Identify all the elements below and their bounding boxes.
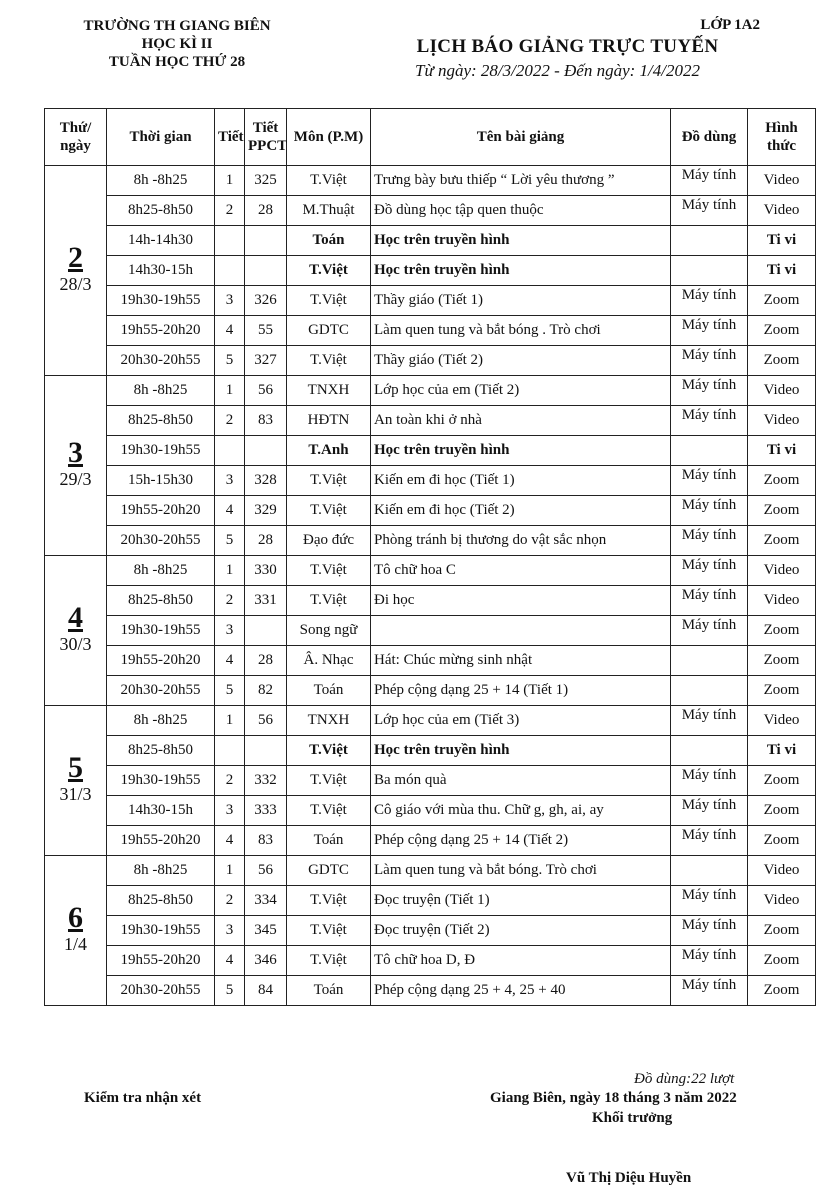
- row-tools: [671, 256, 748, 286]
- row-ppct: 56: [245, 856, 287, 886]
- row-form: Video: [748, 886, 816, 916]
- row-tools: Máy tính: [671, 826, 748, 856]
- day-cell: [45, 856, 107, 1006]
- row-tools: Máy tính: [671, 166, 748, 196]
- row-tools: [671, 856, 748, 886]
- row-tools: [671, 226, 748, 256]
- row-tools: Máy tính: [671, 406, 748, 436]
- row-ppct: [245, 736, 287, 766]
- row-subject: T.Anh: [287, 436, 371, 466]
- row-ppct: 83: [245, 406, 287, 436]
- row-ppct: 334: [245, 886, 287, 916]
- row-ppct: 83: [245, 826, 287, 856]
- table-row: [45, 706, 816, 736]
- row-period: 4: [215, 316, 245, 346]
- row-form: Zoom: [748, 286, 816, 316]
- row-tools: [671, 436, 748, 466]
- row-lesson: Học trên truyền hình: [371, 436, 671, 466]
- row-period: 1: [215, 376, 245, 406]
- row-form: Video: [748, 586, 816, 616]
- row-form: Ti vi: [748, 436, 816, 466]
- row-tools: [671, 676, 748, 706]
- table-header-row: [45, 109, 816, 166]
- day-number: 2: [68, 240, 83, 274]
- row-lesson: Đồ dùng học tập quen thuộc: [371, 196, 671, 226]
- day-date: 1/4: [63, 933, 87, 954]
- row-ppct: 332: [245, 766, 287, 796]
- class-label: LỚP 1A2: [700, 17, 760, 33]
- table-row: [45, 196, 816, 226]
- row-tools: Máy tính: [671, 466, 748, 496]
- row-form: Zoom: [748, 616, 816, 646]
- table-row: [45, 436, 816, 466]
- row-ppct: 28: [245, 196, 287, 226]
- row-subject: Toán: [287, 826, 371, 856]
- day-number: 3: [68, 435, 83, 469]
- row-time: 19h55-20h20: [107, 646, 215, 676]
- row-lesson: Đọc truyện (Tiết 1): [371, 886, 671, 916]
- table-row: [45, 346, 816, 376]
- row-period: 2: [215, 586, 245, 616]
- row-subject: T.Việt: [287, 166, 371, 196]
- row-period: 5: [215, 346, 245, 376]
- week-label: TUẦN HỌC THỨ 28: [108, 54, 246, 70]
- row-subject: T.Việt: [287, 946, 371, 976]
- row-form: Zoom: [748, 946, 816, 976]
- row-subject: T.Việt: [287, 496, 371, 526]
- table-row: [45, 586, 816, 616]
- row-form: Ti vi: [748, 736, 816, 766]
- row-form: Zoom: [748, 766, 816, 796]
- row-form: Ti vi: [748, 256, 816, 286]
- table-row: [45, 226, 816, 256]
- row-lesson: Thầy giáo (Tiết 1): [371, 286, 671, 316]
- row-form: Video: [748, 376, 816, 406]
- row-tools: [671, 736, 748, 766]
- table-row: [45, 736, 816, 766]
- row-time: 14h-14h30: [107, 226, 215, 256]
- row-tools: Máy tính: [671, 766, 748, 796]
- row-tools: Máy tính: [671, 286, 748, 316]
- row-tools: Máy tính: [671, 706, 748, 736]
- table-row: [45, 556, 816, 586]
- day-cell: [45, 706, 107, 856]
- row-time: 8h -8h25: [107, 556, 215, 586]
- row-lesson: Học trên truyền hình: [371, 736, 671, 766]
- row-subject: Đạo đức: [287, 526, 371, 556]
- row-lesson: Lớp học của em (Tiết 3): [371, 706, 671, 736]
- row-subject: GDTC: [287, 856, 371, 886]
- table-row: [45, 856, 816, 886]
- row-lesson: Lớp học của em (Tiết 2): [371, 376, 671, 406]
- row-tools: Máy tính: [671, 796, 748, 826]
- row-lesson: Tô chữ hoa D, Đ: [371, 946, 671, 976]
- signer-name: Vũ Thị Diệu Huyền: [566, 1170, 692, 1186]
- row-tools: Máy tính: [671, 556, 748, 586]
- row-form: Video: [748, 406, 816, 436]
- row-tools: Máy tính: [671, 946, 748, 976]
- row-form: Zoom: [748, 646, 816, 676]
- col-time: Thời gian: [107, 109, 215, 166]
- row-time: 8h -8h25: [107, 166, 215, 196]
- row-time: 15h-15h30: [107, 466, 215, 496]
- tools-count: Đồ dùng:22 lượt: [634, 1071, 735, 1087]
- row-ppct: 325: [245, 166, 287, 196]
- row-time: 8h25-8h50: [107, 196, 215, 226]
- table-row: [45, 616, 816, 646]
- col-tools: Đồ dùng: [671, 109, 748, 166]
- row-time: 19h30-19h55: [107, 616, 215, 646]
- row-time: 8h25-8h50: [107, 736, 215, 766]
- row-form: Video: [748, 706, 816, 736]
- row-form: Zoom: [748, 346, 816, 376]
- row-time: 19h30-19h55: [107, 286, 215, 316]
- row-ppct: 56: [245, 706, 287, 736]
- row-ppct: [245, 616, 287, 646]
- row-time: 8h -8h25: [107, 376, 215, 406]
- row-form: Video: [748, 556, 816, 586]
- table-row: [45, 676, 816, 706]
- row-tools: Máy tính: [671, 586, 748, 616]
- table-row: [45, 286, 816, 316]
- row-time: 20h30-20h55: [107, 346, 215, 376]
- row-period: 3: [215, 796, 245, 826]
- table-row: [45, 166, 816, 196]
- row-subject: Toán: [287, 976, 371, 1006]
- row-form: Zoom: [748, 526, 816, 556]
- row-period: [215, 436, 245, 466]
- day-date: 29/3: [59, 468, 92, 489]
- row-lesson: Cô giáo với mùa thu. Chữ g, gh, ai, ay: [371, 796, 671, 826]
- row-tools: Máy tính: [671, 316, 748, 346]
- table-row: [45, 406, 816, 436]
- school-header: [52, 17, 302, 71]
- row-subject: T.Việt: [287, 916, 371, 946]
- row-period: 5: [215, 526, 245, 556]
- row-time: 20h30-20h55: [107, 676, 215, 706]
- row-lesson: Trưng bày bưu thiếp “ Lời yêu thương ”: [371, 166, 671, 196]
- row-form: Video: [748, 196, 816, 226]
- row-lesson: Phòng tránh bị thương do vật sắc nhọn: [371, 526, 671, 556]
- row-period: 1: [215, 706, 245, 736]
- row-time: 19h30-19h55: [107, 766, 215, 796]
- row-subject: GDTC: [287, 316, 371, 346]
- place-date: Giang Biên, ngày 18 tháng 3 năm 2022: [490, 1090, 737, 1106]
- row-lesson: Học trên truyền hình: [371, 256, 671, 286]
- row-ppct: 330: [245, 556, 287, 586]
- day-number: 6: [68, 900, 83, 934]
- row-form: Zoom: [748, 916, 816, 946]
- row-subject: T.Việt: [287, 466, 371, 496]
- row-lesson: Phép cộng dạng 25 + 14 (Tiết 2): [371, 826, 671, 856]
- row-form: Zoom: [748, 316, 816, 346]
- row-period: 5: [215, 676, 245, 706]
- row-lesson: Đi học: [371, 586, 671, 616]
- row-tools: Máy tính: [671, 376, 748, 406]
- row-ppct: 56: [245, 376, 287, 406]
- row-tools: Máy tính: [671, 346, 748, 376]
- row-subject: T.Việt: [287, 346, 371, 376]
- row-time: 19h55-20h20: [107, 826, 215, 856]
- head-title: Khối trưởng: [592, 1110, 673, 1126]
- day-cell: [45, 166, 107, 376]
- col-ppct: Tiết PPCT: [245, 109, 287, 166]
- row-ppct: 328: [245, 466, 287, 496]
- row-form: Zoom: [748, 976, 816, 1006]
- row-form: Ti vi: [748, 226, 816, 256]
- row-subject: T.Việt: [287, 886, 371, 916]
- table-row: [45, 376, 816, 406]
- row-subject: T.Việt: [287, 556, 371, 586]
- day-cell: [45, 556, 107, 706]
- col-form: Hình thức: [748, 109, 816, 166]
- row-period: 4: [215, 826, 245, 856]
- row-subject: T.Việt: [287, 256, 371, 286]
- row-time: 14h30-15h: [107, 256, 215, 286]
- row-period: 1: [215, 556, 245, 586]
- row-tools: Máy tính: [671, 526, 748, 556]
- table-row: [45, 646, 816, 676]
- table-row: [45, 886, 816, 916]
- row-period: 4: [215, 646, 245, 676]
- col-subject: Môn (P.M): [287, 109, 371, 166]
- row-ppct: [245, 256, 287, 286]
- row-time: 20h30-20h55: [107, 976, 215, 1006]
- row-tools: Máy tính: [671, 616, 748, 646]
- row-period: 3: [215, 616, 245, 646]
- day-number: 4: [68, 600, 83, 634]
- row-period: [215, 226, 245, 256]
- row-tools: Máy tính: [671, 196, 748, 226]
- table-row: [45, 796, 816, 826]
- row-time: 8h -8h25: [107, 706, 215, 736]
- row-subject: T.Việt: [287, 796, 371, 826]
- row-lesson: Kiến em đi học (Tiết 1): [371, 466, 671, 496]
- row-ppct: 327: [245, 346, 287, 376]
- row-time: 19h30-19h55: [107, 436, 215, 466]
- row-form: Video: [748, 166, 816, 196]
- row-subject: HĐTN: [287, 406, 371, 436]
- row-period: 2: [215, 406, 245, 436]
- review-label: Kiểm tra nhận xét: [84, 1090, 202, 1106]
- day-cell: [45, 376, 107, 556]
- row-form: Video: [748, 856, 816, 886]
- table-row: [45, 496, 816, 526]
- row-period: 2: [215, 766, 245, 796]
- table-row: [45, 826, 816, 856]
- row-lesson: Học trên truyền hình: [371, 226, 671, 256]
- day-number: 5: [68, 750, 83, 784]
- row-ppct: [245, 436, 287, 466]
- day-date: 30/3: [59, 633, 92, 654]
- col-lesson: Tên bài giảng: [371, 109, 671, 166]
- row-tools: Máy tính: [671, 496, 748, 526]
- row-subject: Song ngữ: [287, 616, 371, 646]
- row-period: 2: [215, 196, 245, 226]
- day-date: 31/3: [59, 783, 92, 804]
- row-subject: T.Việt: [287, 736, 371, 766]
- row-subject: M.Thuật: [287, 196, 371, 226]
- row-lesson: Làm quen tung và bắt bóng . Trò chơi: [371, 316, 671, 346]
- row-tools: Máy tính: [671, 976, 748, 1006]
- date-range: Từ ngày: 28/3/2022 - Đến ngày: 1/4/2022: [414, 61, 700, 80]
- row-ppct: 345: [245, 916, 287, 946]
- row-tools: Máy tính: [671, 916, 748, 946]
- table-row: [45, 766, 816, 796]
- row-time: 8h -8h25: [107, 856, 215, 886]
- row-time: 8h25-8h50: [107, 886, 215, 916]
- row-lesson: Tô chữ hoa C: [371, 556, 671, 586]
- row-subject: T.Việt: [287, 586, 371, 616]
- row-time: 19h55-20h20: [107, 316, 215, 346]
- school-name: TRƯỜNG TH GIANG BIÊN: [83, 18, 271, 34]
- row-ppct: 55: [245, 316, 287, 346]
- row-lesson: Kiến em đi học (Tiết 2): [371, 496, 671, 526]
- table-row: [45, 976, 816, 1006]
- row-ppct: 333: [245, 796, 287, 826]
- row-time: 19h30-19h55: [107, 916, 215, 946]
- row-period: [215, 736, 245, 766]
- row-subject: Toán: [287, 226, 371, 256]
- row-lesson: Phép cộng dạng 25 + 14 (Tiết 1): [371, 676, 671, 706]
- row-subject: Toán: [287, 676, 371, 706]
- row-lesson: An toàn khi ở nhà: [371, 406, 671, 436]
- row-ppct: 331: [245, 586, 287, 616]
- row-ppct: 28: [245, 526, 287, 556]
- table-row: [45, 916, 816, 946]
- schedule-table: [44, 108, 816, 1006]
- row-ppct: 28: [245, 646, 287, 676]
- row-lesson: Ba món quà: [371, 766, 671, 796]
- row-form: Zoom: [748, 466, 816, 496]
- row-time: 19h55-20h20: [107, 946, 215, 976]
- row-subject: TNXH: [287, 376, 371, 406]
- row-ppct: 82: [245, 676, 287, 706]
- row-form: Zoom: [748, 496, 816, 526]
- table-row: [45, 946, 816, 976]
- row-lesson: Hát: Chúc mừng sinh nhật: [371, 646, 671, 676]
- row-time: 8h25-8h50: [107, 406, 215, 436]
- row-subject: Â. Nhạc: [287, 646, 371, 676]
- table-row: [45, 256, 816, 286]
- row-ppct: 329: [245, 496, 287, 526]
- row-ppct: 326: [245, 286, 287, 316]
- row-lesson: Làm quen tung và bắt bóng. Trò chơi: [371, 856, 671, 886]
- row-ppct: 346: [245, 946, 287, 976]
- col-day: Thứ/ ngày: [45, 109, 107, 166]
- row-tools: Máy tính: [671, 886, 748, 916]
- row-period: 1: [215, 166, 245, 196]
- row-time: 20h30-20h55: [107, 526, 215, 556]
- row-tools: [671, 646, 748, 676]
- row-period: 1: [215, 856, 245, 886]
- row-ppct: [245, 226, 287, 256]
- row-period: 5: [215, 976, 245, 1006]
- col-period: Tiết: [215, 109, 245, 166]
- row-form: Zoom: [748, 676, 816, 706]
- row-subject: TNXH: [287, 706, 371, 736]
- row-time: 8h25-8h50: [107, 586, 215, 616]
- row-period: 3: [215, 916, 245, 946]
- row-period: 4: [215, 496, 245, 526]
- row-period: [215, 256, 245, 286]
- table-row: [45, 316, 816, 346]
- row-period: 2: [215, 886, 245, 916]
- row-subject: T.Việt: [287, 286, 371, 316]
- row-lesson: [371, 616, 671, 646]
- row-form: Zoom: [748, 796, 816, 826]
- semester: HỌC KÌ II: [141, 36, 213, 52]
- row-period: 3: [215, 466, 245, 496]
- row-lesson: Phép cộng dạng 25 + 4, 25 + 40: [371, 976, 671, 1006]
- row-form: Zoom: [748, 826, 816, 856]
- row-ppct: 84: [245, 976, 287, 1006]
- page-title: LỊCH BÁO GIẢNG TRỰC TUYẾN: [416, 36, 719, 57]
- day-date: 28/3: [59, 273, 92, 294]
- row-subject: T.Việt: [287, 766, 371, 796]
- table-row: [45, 526, 816, 556]
- row-lesson: Thầy giáo (Tiết 2): [371, 346, 671, 376]
- row-period: 4: [215, 946, 245, 976]
- row-period: 3: [215, 286, 245, 316]
- row-time: 19h55-20h20: [107, 496, 215, 526]
- row-lesson: Đọc truyện (Tiết 2): [371, 916, 671, 946]
- row-time: 14h30-15h: [107, 796, 215, 826]
- table-row: [45, 466, 816, 496]
